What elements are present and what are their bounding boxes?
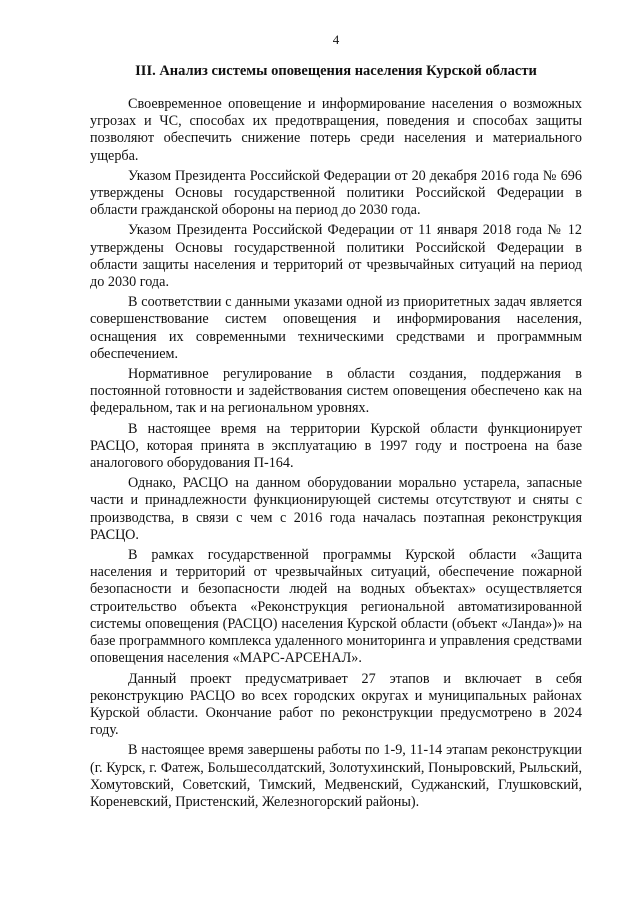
- body-text: [90, 96, 582, 811]
- paragraph: В настоящее время на территории Курской области функционирует РАСЦО, которая принята в эксплуатацию в 1997 году и построена на базе аналогового оборудования П-164.: [90, 420, 582, 472]
- paragraph: Данный проект предусматривает 27 этапов и включает в себя реконструкцию РАСЦО во всех городских округах и муниципальных районах Курской области. Окончание работ по реконструкции предусмотрено в 2024 году.: [90, 670, 582, 739]
- paragraph: В настоящее время завершены работы по 1-9, 11-14 этапам реконструкции (г. Курск, г. Фатеж, Большесолдатский, Золотухинский, Поныровский, Рыльский, Хомутовский, Советский, Тимский, Медвенский, Суджанский, Глушковский, Кореневский, Пристенский, Железногорский районы).: [90, 742, 582, 810]
- paragraph: Нормативное регулирование в области создания, поддержания в постоянной готовности и задействования систем оповещения обеспечено как на федеральном, так и на региональном уровнях.: [90, 366, 582, 417]
- paragraph: Своевременное оповещение и информирование населения о возможных угрозах и ЧС, способах их предотвращения, поведения и способах защиты позволяют обеспечить снижение потерь среди населения и материального ущерба.: [90, 96, 582, 164]
- paragraph: Указом Президента Российской Федерации от 11 января 2018 года № 12 утверждены Основы государственной политики Российской Федерации в области защиты населения и территорий от чрезвычайных ситуаций на период до 2030 года.: [90, 222, 582, 291]
- section-title: III. Анализ системы оповещения населения Курской области: [135, 63, 537, 79]
- paragraph: В соответствии с данными указами одной из приоритетных задач является совершенствование систем оповещения и информирования населения, оснащения их современными техническими средствами и программным обеспечением.: [90, 294, 582, 362]
- paragraph: Однако, РАСЦО на данном оборудовании морально устарела, запасные части и принадлежности функционирующей системы отсутствуют и сняты с производства, в связи с чем с 2016 года началась поэтапная реконструкция РАСЦО.: [90, 475, 582, 543]
- paragraph: В рамках государственной программы Курской области «Защита населения и территорий от чрезвычайных ситуаций, обеспечение пожарной безопасности и безопасности людей на водных объектах» осуществляется строительство объекта «Реконструкция региональной автоматизированной системы оповещения (РАСЦО) населения Курской области (объект «Ланда»)» на базе программного комплекса удаленного мониторинга и управления средствами оповещения населения «МАРС-АРСЕНАЛ».: [90, 547, 582, 667]
- page-number: 4: [332, 32, 340, 47]
- paragraph: Указом Президента Российской Федерации от 20 декабря 2016 года № 696 утверждены Основы государственной политики Российской Федерации в области гражданской обороны на период до 2030 года.: [90, 167, 582, 219]
